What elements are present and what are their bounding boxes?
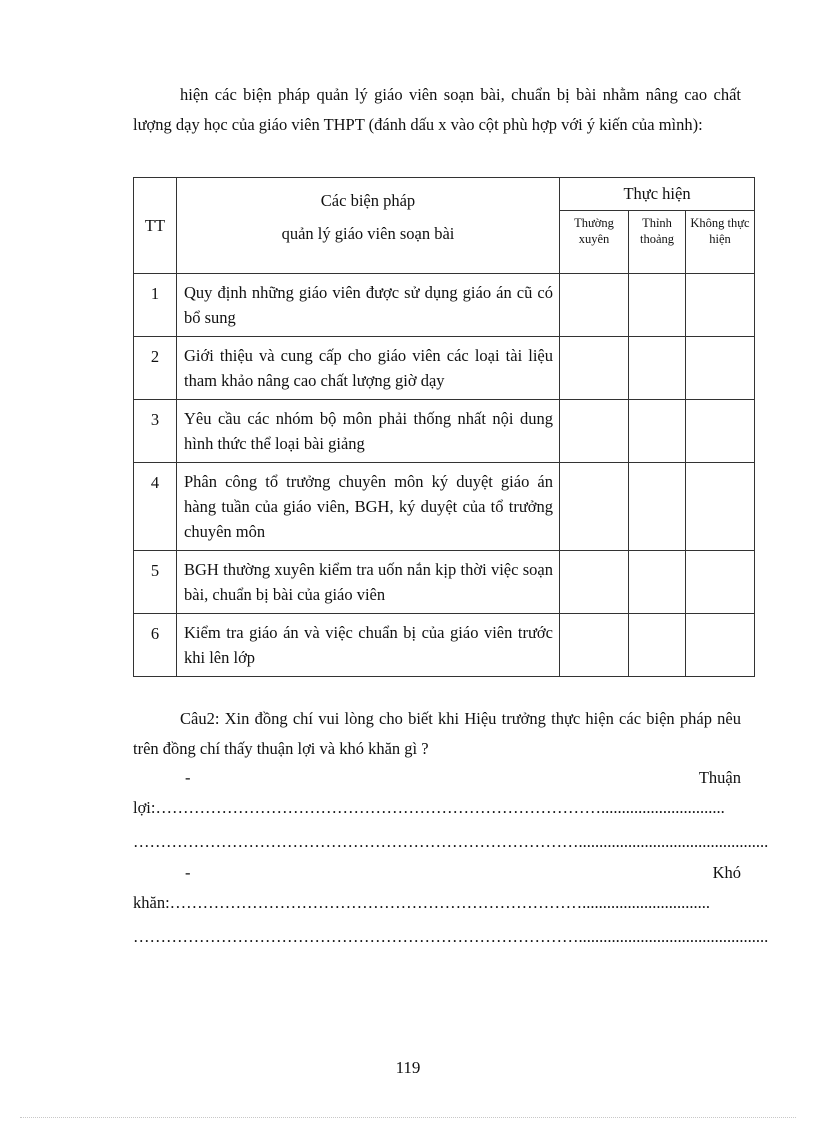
difficulties-answer-line-1[interactable]: khăn:…………………………………………………………………............................... bbox=[133, 893, 711, 912]
difficulties-answer-line-2[interactable]: ……………………………………………………………………….............................................. bbox=[133, 927, 769, 946]
row-measure-text: Giới thiệu và cung cấp cho giáo viên các loại tài liệu tham khảo nâng cao chất lượng giờ dạy bbox=[177, 337, 560, 400]
row-number: 3 bbox=[134, 400, 177, 463]
row-measure-text: Phân công tổ trưởng chuyên môn ký duyệt giáo án hàng tuần của giáo viên, BGH, ký duyệt của tổ trưởng chuyên môn bbox=[177, 463, 560, 551]
intro-paragraph: hiện các biện pháp quản lý giáo viên soạn bài, chuẩn bị bài nhằm nâng cao chất lượng dạy học của giáo viên THPT (đánh dấu x vào cột phù hợp với ý kiến của mình): bbox=[133, 85, 741, 134]
row-number: 6 bbox=[134, 614, 177, 677]
header-measures-line2: quản lý giáo viên soạn bài bbox=[281, 224, 455, 243]
advantages-answer-line-1[interactable]: lợi:……………………………………………………………………….............................. bbox=[133, 798, 725, 817]
row-number: 4 bbox=[134, 463, 177, 551]
table-row bbox=[134, 551, 755, 614]
subheader-not-done: Không thực hiện bbox=[686, 211, 755, 274]
cell-regularly[interactable] bbox=[560, 614, 629, 677]
advantages-answer-line-2[interactable]: ……………………………………………………………………….............................................. bbox=[133, 832, 769, 851]
cell-not-done[interactable] bbox=[686, 274, 755, 337]
cell-sometimes[interactable] bbox=[629, 400, 686, 463]
cell-sometimes[interactable] bbox=[629, 614, 686, 677]
row-measure-text: Quy định những giáo viên được sử dụng giáo án cũ có bổ sung bbox=[177, 274, 560, 337]
header-execution: Thực hiện bbox=[560, 178, 755, 211]
cell-regularly[interactable] bbox=[560, 463, 629, 551]
row-measure-text: Kiểm tra giáo án và việc chuẩn bị của giáo viên trước khi lên lớp bbox=[177, 614, 560, 677]
cell-regularly[interactable] bbox=[560, 274, 629, 337]
cell-not-done[interactable] bbox=[686, 400, 755, 463]
advantages-dash: - bbox=[185, 768, 191, 787]
cell-sometimes[interactable] bbox=[629, 274, 686, 337]
cell-sometimes[interactable] bbox=[629, 463, 686, 551]
table-row bbox=[134, 400, 755, 463]
cell-regularly[interactable] bbox=[560, 337, 629, 400]
cell-not-done[interactable] bbox=[686, 337, 755, 400]
header-tt: TT bbox=[134, 178, 177, 274]
table-row bbox=[134, 614, 755, 677]
header-measures-line1: Các biện pháp bbox=[320, 191, 416, 210]
cell-not-done[interactable] bbox=[686, 463, 755, 551]
question-2: Câu2: Xin đồng chí vui lòng cho biết khi Hiệu trưởng thực hiện các biện pháp nêu trên đồng chí thấy thuận lợi và khó khăn gì ? bbox=[133, 709, 741, 758]
page-bottom-rule bbox=[20, 1117, 796, 1118]
survey-table bbox=[133, 177, 755, 677]
table-row bbox=[134, 274, 755, 337]
difficulties-label-end: Khó bbox=[712, 863, 741, 882]
row-number: 2 bbox=[134, 337, 177, 400]
cell-not-done[interactable] bbox=[686, 614, 755, 677]
cell-sometimes[interactable] bbox=[629, 337, 686, 400]
row-measure-text: BGH thường xuyên kiểm tra uốn nắn kịp thời việc soạn bài, chuẩn bị bài của giáo viên bbox=[177, 551, 560, 614]
cell-sometimes[interactable] bbox=[629, 551, 686, 614]
subheader-regularly: Thường xuyên bbox=[560, 211, 629, 274]
row-number: 1 bbox=[134, 274, 177, 337]
subheader-sometimes: Thỉnh thoảng bbox=[629, 211, 686, 274]
header-measures bbox=[177, 178, 560, 274]
difficulties-dash: - bbox=[185, 863, 191, 882]
advantages-label-end: Thuận bbox=[698, 768, 741, 787]
table-row bbox=[134, 463, 755, 551]
cell-regularly[interactable] bbox=[560, 400, 629, 463]
row-number: 5 bbox=[134, 551, 177, 614]
cell-regularly[interactable] bbox=[560, 551, 629, 614]
page-number: 119 bbox=[395, 1058, 421, 1077]
cell-not-done[interactable] bbox=[686, 551, 755, 614]
row-measure-text: Yêu cầu các nhóm bộ môn phải thống nhất nội dung hình thức thể loại bài giảng bbox=[177, 400, 560, 463]
table-row bbox=[134, 337, 755, 400]
